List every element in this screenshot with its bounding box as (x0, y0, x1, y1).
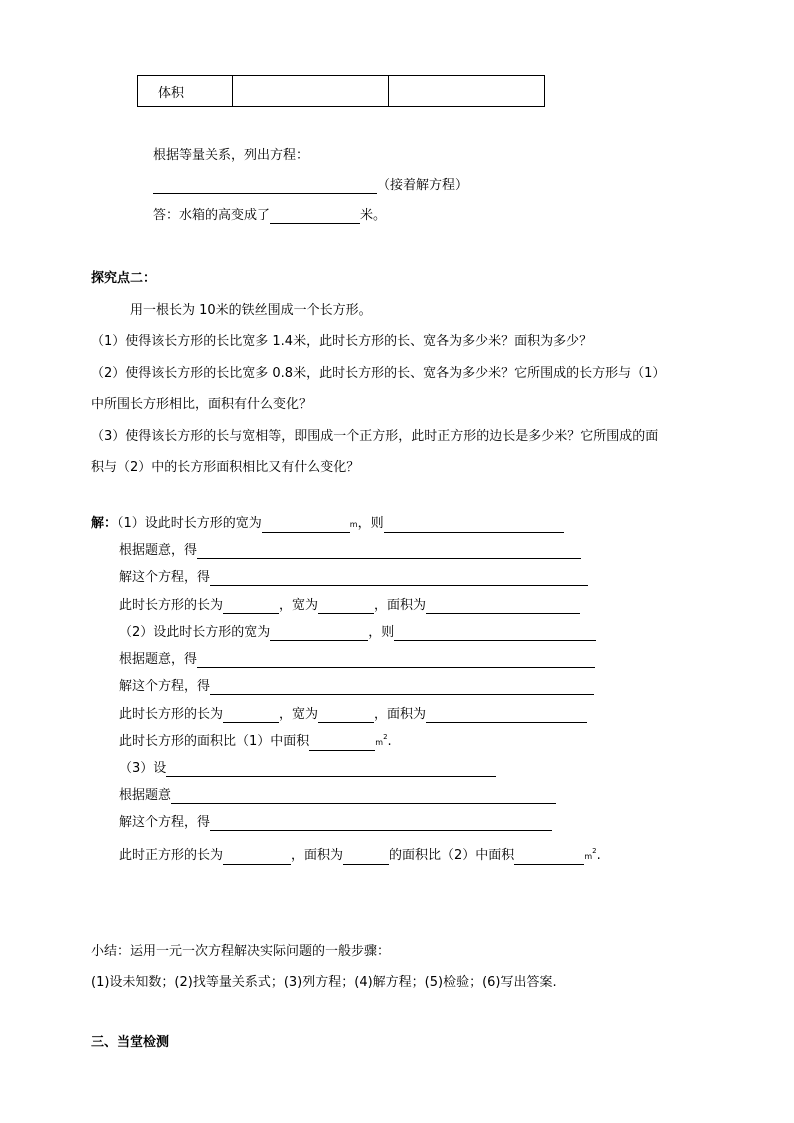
solution-part1-solve (119, 570, 588, 586)
length-text: 此时长方形的长为 (119, 598, 224, 613)
section-heading: 探究点二： (91, 271, 157, 286)
solution-label: 解： (91, 516, 118, 531)
answer-blank[interactable] (223, 708, 279, 723)
width-text: ，宽为 (279, 598, 319, 613)
solution-part2-set (119, 625, 596, 641)
table-cell-empty (233, 76, 389, 107)
answer-blank[interactable] (318, 599, 374, 614)
squared-mark: 2 (592, 847, 597, 855)
answer-blank[interactable] (426, 708, 587, 723)
question-2-line1: （2）使得该长方形的长比宽多 0.8米，此时长方形的长、宽各为多少米？它所围成的长方形与（1） (91, 366, 666, 381)
squared-mark: 2 (383, 733, 388, 741)
set-text: （3）设 (119, 761, 167, 776)
answer-blank[interactable] (166, 762, 496, 777)
equation-prompt: 根据等量关系，列出方程： (153, 148, 310, 163)
solution-part3-equation (119, 788, 556, 804)
solution-part1-equation (119, 543, 581, 559)
set-text: （2）设此时长方形的宽为 (119, 625, 271, 640)
solution-part2-equation (119, 652, 595, 668)
solution-part3-set (119, 761, 496, 777)
answer-blank[interactable] (171, 789, 556, 804)
volume-table (137, 75, 545, 107)
question-3-line2: 积与（2）中的长方形面积相比又有什么变化？ (91, 460, 360, 475)
solution-part1-result (119, 598, 580, 614)
answer-blank[interactable] (262, 518, 350, 533)
answer-blank[interactable] (210, 680, 594, 695)
table-cell-label (138, 76, 233, 107)
by-question-text: 根据题意 (119, 788, 172, 803)
unit: m (584, 852, 593, 861)
question-3-line1: （3）使得该长方形的长与宽相等，即围成一个正方形，此时正方形的边长是多少米？它所围成的面 (91, 429, 659, 444)
area-text: ，面积为 (374, 707, 427, 722)
length-text: 此时长方形的长为 (119, 707, 224, 722)
square-length-text: 此时正方形的长为 (119, 848, 224, 863)
solution-part3-result (119, 848, 601, 865)
answer-blank[interactable] (270, 626, 368, 641)
volume-label: 体积 (158, 85, 185, 101)
answer-blank[interactable] (309, 736, 375, 751)
answer-blank[interactable] (153, 179, 377, 194)
compare-text: 此时长方形的面积比（1）中面积 (119, 734, 310, 749)
table-row (138, 76, 545, 107)
unit: m (349, 520, 358, 529)
solution-part1-set (91, 516, 564, 533)
answer-blank[interactable] (343, 850, 389, 865)
solution-part2-compare (119, 734, 392, 751)
by-question-text: 根据题意，得 (119, 543, 198, 558)
unit: m (375, 738, 384, 747)
answer-blank[interactable] (426, 599, 580, 614)
question-1: （1）使得该长方形的长比宽多 1.4米，此时长方形的长、宽各为多少米？面积为多少？ (91, 334, 593, 349)
section-3-heading: 三、当堂检测 (91, 1035, 170, 1050)
by-question-text: 根据题意，得 (119, 652, 198, 667)
solve-text: 解这个方程，得 (119, 570, 211, 585)
equation-line (153, 178, 468, 194)
answer-blank[interactable] (197, 544, 581, 559)
area-text: ，面积为 (374, 598, 427, 613)
answer-prefix: 答：水箱的高变成了 (153, 208, 271, 223)
solution-part3-solve (119, 815, 552, 831)
period: . (387, 734, 392, 749)
solve-note: （接着解方程） (377, 178, 469, 193)
area-text: ，面积为 (291, 848, 344, 863)
solution-part2-solve (119, 679, 594, 695)
answer-blank[interactable] (197, 653, 595, 668)
solve-text: 解这个方程，得 (119, 679, 211, 694)
period: . (596, 848, 601, 863)
answer-blank[interactable] (223, 599, 279, 614)
answer-blank[interactable] (384, 518, 564, 533)
width-text: ，宽为 (279, 707, 319, 722)
answer-blank[interactable] (210, 816, 552, 831)
answer-blank[interactable] (210, 571, 588, 586)
answer-line (153, 208, 386, 224)
answer-blank[interactable] (270, 209, 360, 224)
table-cell-empty (389, 76, 545, 107)
answer-blank[interactable] (223, 850, 291, 865)
answer-suffix: 米。 (360, 208, 387, 223)
answer-blank[interactable] (318, 708, 374, 723)
solution-part2-result (119, 707, 587, 723)
summary-steps: (1)设未知数；(2)找等量关系式；(3)列方程；(4)解方程；(5)检验；(6)写出答案. (91, 975, 557, 990)
set-text: （1）设此时长方形的宽为 (117, 516, 262, 531)
answer-blank[interactable] (514, 850, 584, 865)
compare-text: 的面积比（2）中面积 (389, 848, 515, 863)
answer-blank[interactable] (394, 626, 596, 641)
then-text: ，则 (357, 516, 384, 531)
question-2-line2: 中所围长方形相比，面积有什么变化？ (91, 397, 313, 412)
then-text: ，则 (368, 625, 395, 640)
summary-title: 小结：运用一元一次方程解决实际问题的一般步骤： (91, 944, 391, 959)
solve-text: 解这个方程，得 (119, 815, 211, 830)
problem-intro: 用一根长为 10米的铁丝围成一个长方形。 (130, 303, 372, 318)
